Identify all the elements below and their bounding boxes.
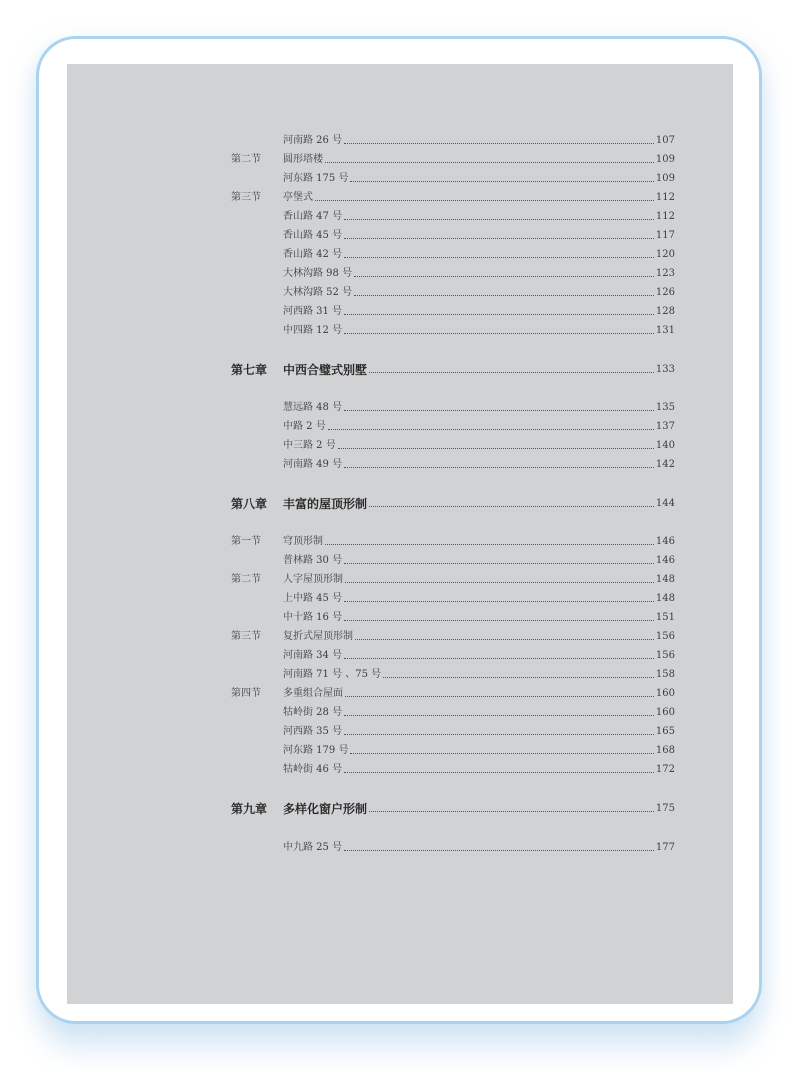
toc-entry-title: 复折式屋顶形制 <box>283 631 353 642</box>
toc-page-number: 117 <box>655 230 675 241</box>
toc-entry-title: 普林路 30 号 <box>283 555 343 566</box>
toc-page-number: 107 <box>655 135 675 146</box>
toc-page-number: 177 <box>655 842 675 853</box>
dot-leader <box>354 294 654 296</box>
dot-leader <box>369 810 654 812</box>
toc-page-number: 142 <box>655 459 675 470</box>
toc-entry-title: 河东路 179 号 <box>283 745 349 756</box>
toc-entry-title: 河南路 49 号 <box>283 459 343 470</box>
toc-entry-title: 丰富的屋顶形制 <box>283 497 368 511</box>
toc-entry <box>231 132 675 148</box>
toc-entry-title: 多样化窗户形制 <box>283 802 368 816</box>
toc-entry <box>231 839 675 855</box>
toc-section-label: 第九章 <box>231 802 268 816</box>
dot-leader <box>369 505 654 507</box>
toc-entry <box>231 571 675 587</box>
toc-entry-title: 河东路 175 号 <box>283 173 349 184</box>
toc-page-number: 112 <box>655 211 675 222</box>
dot-leader <box>350 180 653 182</box>
toc-entry-title: 中西合璧式别墅 <box>283 363 368 377</box>
toc-page-number: 144 <box>655 498 675 509</box>
toc-entry <box>231 246 675 262</box>
toc-entry <box>231 552 675 568</box>
dot-leader <box>344 332 654 334</box>
toc-entry <box>231 723 675 739</box>
toc-page-number: 123 <box>655 268 675 279</box>
toc-entry-title: 中路 2 号 <box>283 421 326 432</box>
toc-entry-title: 河西路 31 号 <box>283 306 343 317</box>
toc-page-number: 175 <box>655 803 675 814</box>
toc-page-number: 172 <box>655 764 675 775</box>
toc-section-label: 第四节 <box>231 688 261 699</box>
toc-entry <box>231 647 675 663</box>
dot-leader <box>344 600 654 602</box>
toc-entry-title: 河南路 26 号 <box>283 135 343 146</box>
dot-leader <box>325 543 654 545</box>
dot-leader <box>344 466 654 468</box>
dot-leader <box>344 256 654 258</box>
toc-page-number: 146 <box>655 536 675 547</box>
toc-page <box>67 64 733 1004</box>
dot-leader <box>344 218 654 220</box>
toc-chapter-entry <box>231 800 675 816</box>
toc-chapter-entry <box>231 361 675 377</box>
toc-entry-title: 上中路 45 号 <box>283 593 343 604</box>
dot-leader <box>345 581 654 583</box>
dot-leader <box>344 771 654 773</box>
toc-section-label: 第二节 <box>231 574 261 585</box>
toc-section-label: 第二节 <box>231 154 261 165</box>
toc-page-number: 120 <box>655 249 675 260</box>
toc-entry-title: 人字屋顶形制 <box>283 574 343 585</box>
toc-page-number: 148 <box>655 574 675 585</box>
toc-entry <box>231 533 675 549</box>
toc-entry-title: 香山路 42 号 <box>283 249 343 260</box>
toc-page-number: 168 <box>655 745 675 756</box>
dot-leader <box>355 638 654 640</box>
toc-section-label: 第一节 <box>231 536 261 547</box>
toc-entry <box>231 742 675 758</box>
toc-entry-title: 圆形塔楼 <box>283 154 323 165</box>
dot-leader <box>328 428 654 430</box>
toc-section-label: 第三节 <box>231 192 261 203</box>
toc-entry-title: 中四路 12 号 <box>283 325 343 336</box>
toc-section-label: 第七章 <box>231 363 268 377</box>
toc-page-number: 160 <box>655 688 675 699</box>
toc-entry <box>231 685 675 701</box>
toc-page-number: 137 <box>655 421 675 432</box>
dot-leader <box>350 752 653 754</box>
dot-leader <box>345 695 654 697</box>
dot-leader <box>354 275 654 277</box>
toc-entry <box>231 704 675 720</box>
toc-page-number: 128 <box>655 306 675 317</box>
toc-entry <box>231 437 675 453</box>
toc-section-label: 第八章 <box>231 497 268 511</box>
dot-leader <box>344 313 654 315</box>
dot-leader <box>344 849 654 851</box>
dot-leader <box>344 237 654 239</box>
toc-page-number: 131 <box>655 325 675 336</box>
dot-leader <box>344 657 654 659</box>
toc-entry <box>231 761 675 777</box>
toc-page-number: 148 <box>655 593 675 604</box>
toc-entry <box>231 322 675 338</box>
toc-section-label: 第三节 <box>231 631 261 642</box>
toc-entry-title: 亭堡式 <box>283 192 313 203</box>
dot-leader <box>315 199 654 201</box>
toc-page-number: 112 <box>655 192 675 203</box>
toc-entry-title: 慧远路 48 号 <box>283 402 343 413</box>
toc-entry <box>231 265 675 281</box>
toc-entry <box>231 609 675 625</box>
toc-entry-title: 中十路 16 号 <box>283 612 343 623</box>
toc-page-number: 126 <box>655 287 675 298</box>
toc-entry <box>231 151 675 167</box>
toc-page-number: 165 <box>655 726 675 737</box>
toc-page-number: 146 <box>655 555 675 566</box>
toc-page-number: 160 <box>655 707 675 718</box>
toc-entry <box>231 170 675 186</box>
toc-entry-title: 牯岭街 46 号 <box>283 764 343 775</box>
toc-page-number: 151 <box>655 612 675 623</box>
toc-entry <box>231 303 675 319</box>
toc-page-number: 109 <box>655 173 675 184</box>
toc-entry-title: 河南路 71 号 、75 号 <box>283 669 382 680</box>
toc-entry <box>231 590 675 606</box>
toc-entry <box>231 456 675 472</box>
toc-entry <box>231 399 675 415</box>
toc-entry-title: 穹顶形制 <box>283 536 323 547</box>
toc-entry-title: 香山路 45 号 <box>283 230 343 241</box>
toc-page-number: 140 <box>655 440 675 451</box>
toc-entry-title: 河南路 34 号 <box>283 650 343 661</box>
toc-page-number: 156 <box>655 631 675 642</box>
toc-chapter-entry <box>231 495 675 511</box>
toc-entry <box>231 227 675 243</box>
dot-leader <box>325 161 654 163</box>
toc-page-number: 156 <box>655 650 675 661</box>
toc-page-number: 135 <box>655 402 675 413</box>
toc-entry <box>231 628 675 644</box>
toc-entry-title: 多重组合屋面 <box>283 688 343 699</box>
dot-leader <box>338 447 654 449</box>
toc-entry-title: 香山路 47 号 <box>283 211 343 222</box>
toc-entry-title: 河西路 35 号 <box>283 726 343 737</box>
dot-leader <box>383 676 654 678</box>
toc-page-number: 158 <box>655 669 675 680</box>
toc-entry-title: 大林沟路 52 号 <box>283 287 353 298</box>
toc-page-number: 109 <box>655 154 675 165</box>
toc-entry-title: 中九路 25 号 <box>283 842 343 853</box>
dot-leader <box>344 409 654 411</box>
dot-leader <box>344 714 654 716</box>
toc-entry-title: 中三路 2 号 <box>283 440 336 451</box>
toc-entry-title: 大林沟路 98 号 <box>283 268 353 279</box>
dot-leader <box>344 142 654 144</box>
dot-leader <box>344 733 654 735</box>
toc-entry <box>231 666 675 682</box>
toc-page-number: 133 <box>655 364 675 375</box>
toc-entry <box>231 189 675 205</box>
toc-entry <box>231 418 675 434</box>
toc-entry <box>231 284 675 300</box>
toc-entry-title: 牯岭街 28 号 <box>283 707 343 718</box>
toc-entry <box>231 208 675 224</box>
dot-leader <box>369 371 654 373</box>
dot-leader <box>344 562 654 564</box>
dot-leader <box>344 619 654 621</box>
